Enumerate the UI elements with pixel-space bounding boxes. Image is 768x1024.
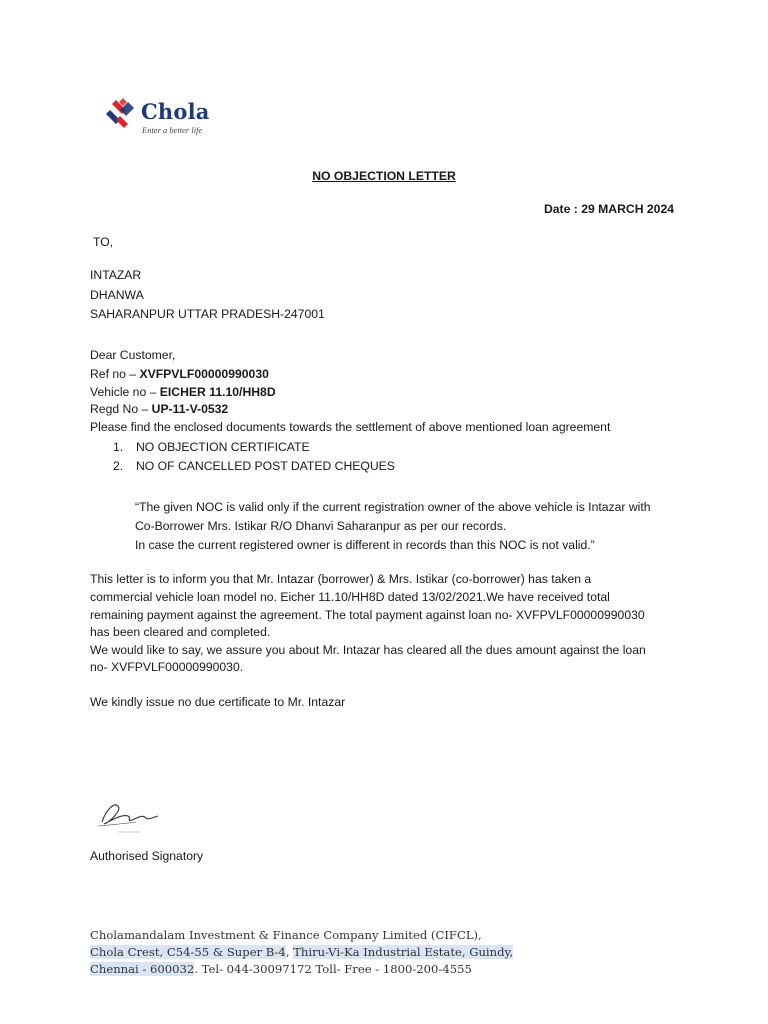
list-item: NO OBJECTION CERTIFICATE <box>136 440 310 454</box>
signature-image <box>92 792 164 836</box>
footer-address-part: Chola Crest, C54-55 & Super B-4 <box>90 945 286 959</box>
ref-value: XVFPVLF00000990030 <box>139 367 269 381</box>
footer-address-part: Thiru-Vi-Ka Industrial Estate, Guindy, <box>293 945 514 959</box>
ref-line <box>90 367 269 381</box>
quote-line: Co-Borrower Mrs. Istikar R/O Dhanvi Saharanpur as per our records. <box>135 519 507 533</box>
body-line: We would like to say, we assure you about Mr. Intazar has cleared all the dues amount against the loan <box>90 643 646 657</box>
address-line: DHANWA <box>90 288 144 302</box>
logo-tagline: Enter a better life <box>142 125 203 135</box>
body-line: This letter is to inform you that Mr. Intazar (borrower) & Mrs. Istikar (co-borrower) has taken a <box>90 572 592 586</box>
vehicle-line <box>90 385 276 399</box>
letter-title: NO OBJECTION LETTER <box>312 169 456 183</box>
letter-date: Date : 29 MARCH 2024 <box>543 202 674 216</box>
body-line: commercial vehicle loan model no. Eicher 11.10/HH8D dated 13/02/2021.We have received total <box>90 590 610 604</box>
address-line: SAHARANPUR UTTAR PRADESH-247001 <box>90 307 325 321</box>
body-line: has been cleared and completed. <box>90 625 271 639</box>
list-number: 1. <box>113 440 124 454</box>
request-text: We kindly issue no due certificate to Mr. Intazar <box>90 695 346 709</box>
footer-address-sep: , <box>285 945 294 959</box>
regd-label: Regd No – <box>90 402 152 416</box>
list-item: NO OF CANCELLED POST DATED CHEQUES <box>136 459 395 473</box>
footer-phone: . Tel- 044-30097172 Toll- Free - 1800-200-4555 <box>194 962 472 976</box>
address-line: INTAZAR <box>90 268 142 282</box>
quote-line: “The given NOC is valid only if the current registration owner of the above vehicle is Intazar with <box>135 500 651 514</box>
body-line: no- XVFPVLF00000990030. <box>90 660 244 674</box>
vehicle-value: EICHER 11.10/HH8D <box>159 385 276 399</box>
chola-logo-icon <box>106 96 140 130</box>
to-label: TO, <box>93 235 114 249</box>
signatory-label: Authorised Signatory <box>90 849 204 863</box>
footer-contact <box>90 962 472 976</box>
list-number: 2. <box>113 459 124 473</box>
regd-value: UP-11-V-0532 <box>151 402 229 416</box>
vehicle-label: Vehicle no – <box>90 385 160 399</box>
body-line: remaining payment against the agreement. The total payment against loan no- XVFPVLF00000990030 <box>90 608 645 622</box>
logo-name: Chola <box>141 99 210 124</box>
footer-city: Chennai - 600032 <box>90 962 195 976</box>
footer-company: Cholamandalam Investment & Finance Company Limited (CIFCL), <box>90 928 482 942</box>
quote-line: In case the current registered owner is different in records than this NOC is not valid.” <box>135 538 595 552</box>
intro-text: Please find the enclosed documents towards the settlement of above mentioned loan agreement <box>90 420 611 434</box>
ref-label: Ref no – <box>90 367 140 381</box>
footer-address <box>90 945 513 959</box>
regd-line <box>90 402 228 416</box>
salutation: Dear Customer, <box>90 348 176 362</box>
